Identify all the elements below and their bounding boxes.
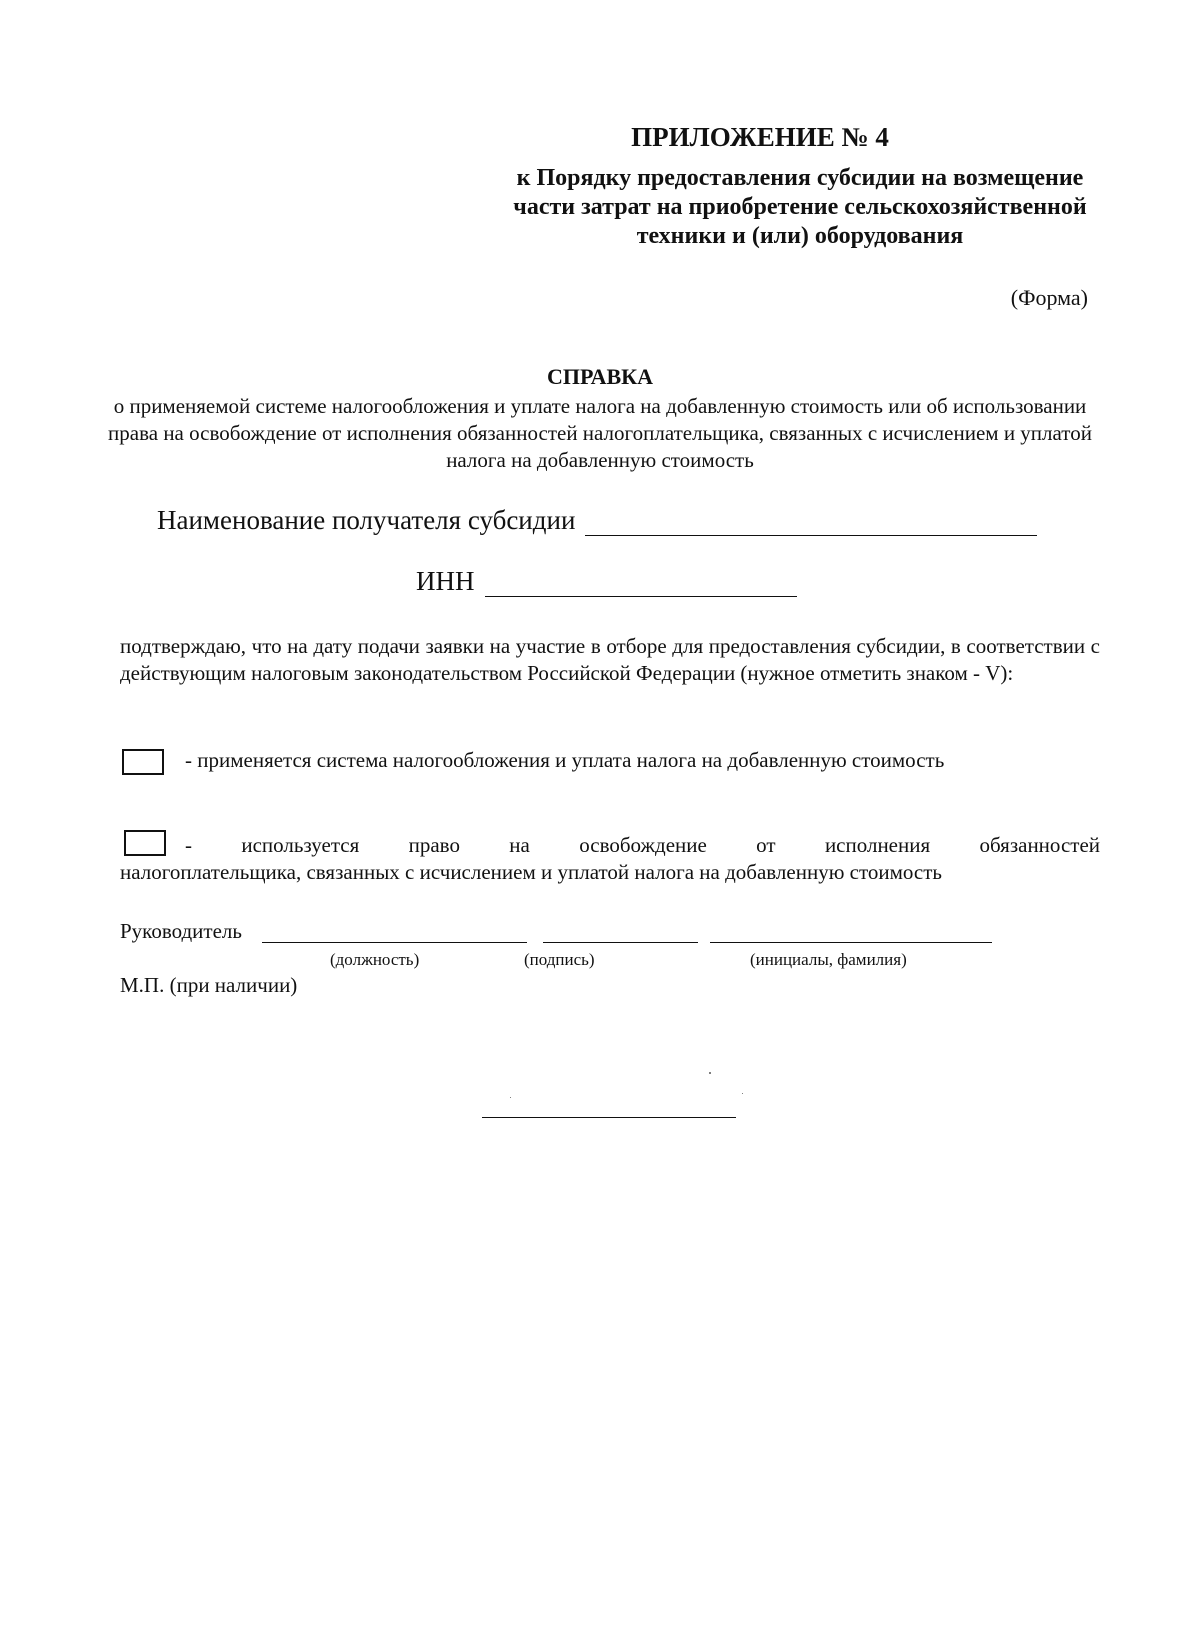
scan-speck — [709, 1072, 711, 1074]
signature-line[interactable] — [543, 940, 698, 943]
inn-field-row — [416, 566, 797, 597]
scan-speck — [742, 1093, 743, 1094]
inn-label: ИНН — [416, 566, 475, 596]
option-vat-payer-label: - применяется система налогообложения и уплата налога на добавленную стоимость — [185, 748, 945, 772]
option-vat-exemption-checkbox[interactable] — [124, 830, 166, 856]
name-signature-line[interactable] — [710, 940, 992, 943]
scan-speck — [510, 1097, 511, 1098]
position-signature-line[interactable] — [262, 940, 527, 943]
signature-caption: (подпись) — [524, 950, 595, 969]
recipient-field-row — [157, 505, 1037, 536]
option-vat-exemption-label-line2: налогоплательщика, связанных с исчислением и уплатой налога на добавленную стоимость — [120, 860, 942, 884]
form-label: (Форма) — [1010, 285, 1088, 310]
confirmation-paragraph: подтверждаю, что на дату подачи заявки на участие в отборе для предоставления субсидии, в соответствии с действующим налоговым законодательством Российской Федерации (нужное отметить знаком - V): — [120, 634, 1100, 685]
option-vat-exemption-label-line1: - используется право на освобождение от исполнения обязанностей — [185, 833, 1100, 857]
option-vat-payer-checkbox[interactable] — [122, 749, 164, 775]
appendix-title: ПРИЛОЖЕНИЕ № 4 — [631, 122, 889, 152]
stamp-label: М.П. (при наличии) — [120, 973, 298, 997]
recipient-label: Наименование получателя субсидии — [157, 505, 576, 535]
document-title: СПРАВКА — [546, 364, 654, 389]
recipient-input-line[interactable] — [585, 509, 1037, 536]
head-label: Руководитель — [120, 919, 242, 943]
position-caption: (должность) — [330, 950, 420, 969]
inn-input-line[interactable] — [485, 570, 797, 597]
bottom-separator-line — [482, 1117, 736, 1118]
name-caption: (инициалы, фамилия) — [750, 950, 907, 969]
appendix-subtitle: к Порядку предоставления субсидии на возмещение части затрат на приобретение сельскохозяйственной техники и (или) оборудования — [513, 165, 1087, 249]
document-subtitle: о применяемой системе налогообложения и уплате налога на добавленную стоимость или об использовании права на освобождение от исполнения обязанностей налогоплательщика, связанных с исчислением и уплатой налога на добавленную стоимость — [108, 394, 1092, 472]
